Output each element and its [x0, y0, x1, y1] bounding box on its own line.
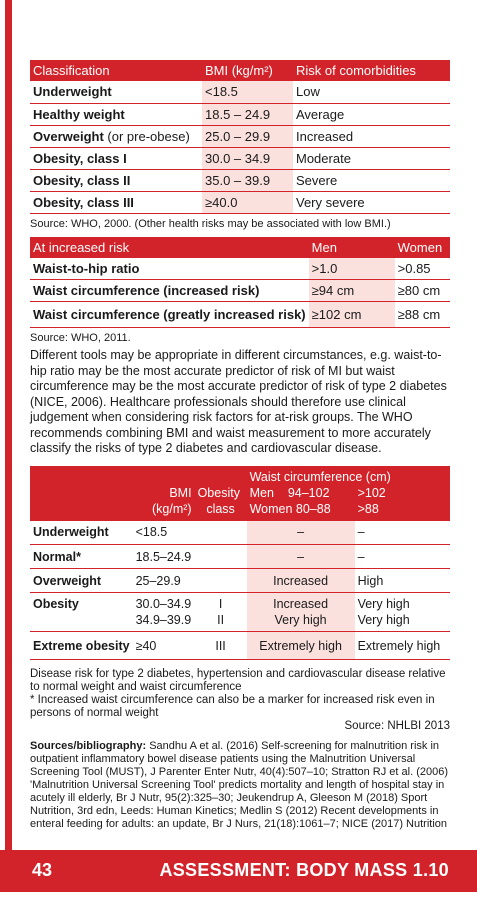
header-class: class: [195, 501, 247, 521]
risk-high-waist: –: [355, 521, 450, 545]
header-obesity: Obesity: [195, 485, 247, 501]
risk-value: Moderate: [293, 147, 450, 169]
bmi-range: 18.5–24.9: [133, 545, 195, 569]
header-bmi: BMI: [133, 485, 195, 501]
row-label: Waist circumference (increased risk): [30, 280, 309, 302]
women-value: >0.85: [395, 258, 450, 280]
risk-moderate-waist: Extremely high: [247, 632, 355, 660]
bmi-range: ≥40: [133, 632, 195, 660]
row-label: Overweight (or pre-obese): [30, 125, 202, 147]
risk-value: Very severe: [293, 191, 450, 213]
obesity-class: [195, 545, 247, 569]
bmi-classification-table: [30, 60, 450, 214]
header-women-over: >88: [355, 501, 450, 521]
women-value: ≥80 cm: [395, 280, 450, 302]
men-value: ≥94 cm: [309, 280, 395, 302]
row-label: Normal*: [30, 545, 133, 569]
table-row: [30, 147, 450, 169]
risk-high-waist: High: [355, 569, 450, 593]
header-men-over: >102: [355, 485, 450, 501]
table-header-row: [30, 60, 450, 81]
bmi-range: 35.0 – 39.9: [202, 169, 293, 191]
risk-moderate-waist: –: [247, 545, 355, 569]
table-row: [30, 191, 450, 213]
header-waist-circumference: Waist circumference (cm): [247, 466, 450, 485]
bmi-range: <18.5: [202, 81, 293, 103]
row-label: Overweight: [30, 569, 133, 593]
header-at-increased-risk: At increased risk: [30, 237, 309, 258]
table-row: [30, 125, 450, 147]
row-label: Obesity: [30, 593, 133, 632]
bmi-range: 25.0 – 29.9: [202, 125, 293, 147]
table-row: [30, 280, 450, 302]
note-waist-marker: * Increased waist circumference can also be a marker for increased risk even in persons of normal weight: [30, 694, 435, 719]
note-disease-risk: Disease risk for type 2 diabetes, hypertension and cardiovascular disease relative to normal weight and waist circumference: [30, 668, 446, 693]
table-row: [30, 593, 450, 632]
bmi-range: <18.5: [133, 521, 195, 545]
page-footer: [0, 850, 477, 892]
risk-moderate-waist: –: [247, 521, 355, 545]
row-label: Waist circumference (greatly increased risk): [30, 302, 309, 328]
table-header-row: [30, 485, 450, 501]
table-row: [30, 521, 450, 545]
bmi-range: 25–29.9: [133, 569, 195, 593]
header-women: Women: [395, 237, 450, 258]
row-label: Obesity, class III: [30, 191, 202, 213]
row-label: Underweight: [30, 81, 202, 103]
section-title: ASSESSMENT: BODY MASS 1.10: [159, 860, 449, 880]
bibliography-text: Sandhu A et al. (2016) Self-screening for malnutrition risk in outpatient inflammatory bowel disease patients using the Malnutrition Universal Screening Tool (MUST), J Parenter Enter Nutr, 40(4):507–10; Stratton RJ et al. (2006) 'Malnutrition Universal Screening Tool' predicts mortality and length of hospital stay in acutely ill elderly, Br J Nutr, 95(2):325–30; Jeukendrup A, Gleeson M (2018) Sport Nutrition, 3rd edn, Leeds: Human Kinetics; Medlin S (2012) Recent developments in enteral feeding for adults: an update, Br J Nurs, 21(18):1061–7; NICE (2017) Nutrition: [30, 740, 448, 830]
row-label: Underweight: [30, 521, 133, 545]
risk-value: Low: [293, 81, 450, 103]
row-label: Obesity, class II: [30, 169, 202, 191]
risk-high-waist: Very high Very high: [355, 593, 450, 632]
table-header-row: [30, 501, 450, 521]
table-row: [30, 258, 450, 280]
table-row: [30, 103, 450, 125]
bmi-range: 18.5 – 24.9: [202, 103, 293, 125]
bmi-range: ≥40.0: [202, 191, 293, 213]
bibliography-label: Sources/bibliography:: [30, 740, 147, 752]
obesity-class: [195, 569, 247, 593]
row-label: Obesity, class I: [30, 147, 202, 169]
bmi-table-source: Source: WHO, 2000. (Other health risks may be associated with low BMI.): [30, 217, 391, 230]
table-row: [30, 302, 450, 328]
page-top-margin: [0, 0, 477, 60]
table-row: [30, 169, 450, 191]
men-value: >1.0: [309, 258, 395, 280]
page-content: [30, 60, 450, 831]
note-source: Source: NHLBI 2013: [344, 720, 450, 732]
table-header-row: [30, 466, 450, 485]
header-men: Men 94–102: [247, 485, 355, 501]
row-label: Waist-to-hip ratio: [30, 258, 309, 280]
table-row: [30, 632, 450, 660]
bibliography: [30, 740, 450, 831]
obesity-class: [195, 521, 247, 545]
increased-risk-table: [30, 237, 450, 329]
table-row: [30, 81, 450, 103]
table-header-row: [30, 237, 450, 258]
obesity-class: III: [195, 632, 247, 660]
table-notes: [30, 668, 450, 733]
header-bmi-unit: (kg/m²): [133, 501, 195, 521]
header-classification: Classification: [30, 60, 202, 81]
risk-moderate-waist: Increased Very high: [247, 593, 355, 632]
bmi-range: 30.0 – 34.9: [202, 147, 293, 169]
nhlbi-risk-table: [30, 466, 450, 661]
row-label: Healthy weight: [30, 103, 202, 125]
table-row: [30, 569, 450, 593]
page-number: 43: [32, 860, 53, 880]
header-risk: Risk of comorbidities: [293, 60, 450, 81]
risk-table-source: Source: WHO, 2011.: [30, 332, 131, 344]
risk-value: Severe: [293, 169, 450, 191]
bmi-range: 30.0–34.9 34.9–39.9: [133, 593, 195, 632]
risk-high-waist: Extremely high: [355, 632, 450, 660]
header-women: Women 80–88: [247, 501, 355, 521]
men-value: ≥102 cm: [309, 302, 395, 328]
left-accent-bar: [5, 0, 12, 860]
guidance-paragraph: Different tools may be appropriate in different circumstances, e.g. waist-to-hip ratio may be the most accurate predictor of risk of MI but waist circumference may be the most accurate predictor of risk of type 2 diabetes (NICE, 2006). Healthcare professionals should therefore use clinical judgement when considering risk factors for at-risk groups. The WHO recommends combining BMI and waist measurement to more accurately classify the risks of type 2 diabetes and cardiovascular disease.: [30, 348, 447, 455]
table-row: [30, 545, 450, 569]
obesity-class: I II: [195, 593, 247, 632]
risk-moderate-waist: Increased: [247, 569, 355, 593]
row-label: Extreme obesity: [30, 632, 133, 660]
risk-value: Increased: [293, 125, 450, 147]
risk-high-waist: –: [355, 545, 450, 569]
header-men: Men: [309, 237, 395, 258]
women-value: ≥88 cm: [395, 302, 450, 328]
header-bmi: BMI (kg/m²): [202, 60, 293, 81]
risk-value: Average: [293, 103, 450, 125]
